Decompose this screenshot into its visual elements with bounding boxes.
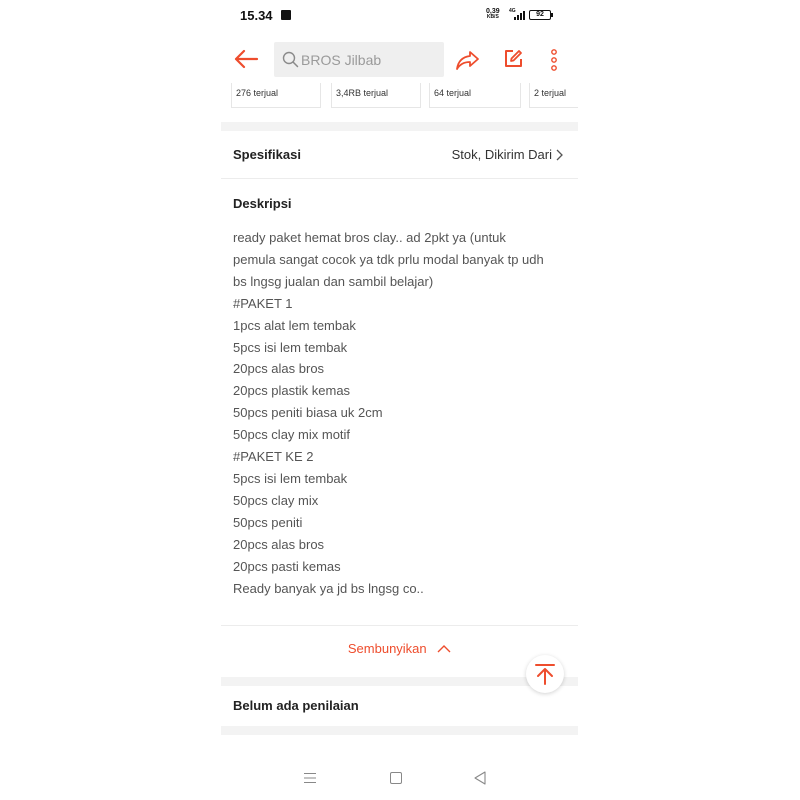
battery-icon bbox=[529, 10, 551, 20]
network-speed-unit: KB/S bbox=[486, 14, 499, 20]
arrow-left-icon[interactable] bbox=[233, 48, 259, 70]
hide-description-label: Sembunyikan bbox=[347, 641, 427, 656]
description-line: #PAKET KE 2 bbox=[233, 449, 314, 465]
home-square-icon[interactable] bbox=[390, 772, 402, 784]
description-line: pemula sangat cocok ya tdk prlu modal banyak tp udh bbox=[233, 251, 544, 267]
specification-value: Stok, Dikirim Dari bbox=[451, 147, 552, 162]
network-type: 4G bbox=[509, 8, 516, 14]
status-bar bbox=[221, 0, 578, 30]
description-line: #PAKET 1 bbox=[233, 295, 293, 311]
product-sold-count[interactable]: 3,4RB terjual bbox=[331, 83, 421, 108]
related-products-row bbox=[221, 83, 578, 109]
search-placeholder: BROS Jilbab bbox=[301, 52, 382, 68]
description-line: 5pcs isi lem tembak bbox=[233, 339, 348, 355]
description-line: ready paket hemat bros clay.. ad 2pkt ya (untuk bbox=[233, 230, 506, 245]
cutoff-section-title bbox=[233, 752, 453, 760]
section-divider bbox=[221, 677, 578, 686]
description-line: Ready banyak ya jd bs lngsg co.. bbox=[233, 580, 424, 596]
description-line: 1pcs alat lem tembak bbox=[233, 317, 356, 333]
back-triangle-icon[interactable] bbox=[474, 771, 486, 785]
description-body bbox=[233, 227, 568, 599]
description-line: 50pcs clay mix bbox=[233, 492, 319, 508]
top-bar bbox=[221, 40, 578, 80]
network-speed-value: 0,39 bbox=[486, 8, 500, 15]
description-line: 5pcs isi lem tembak bbox=[233, 470, 348, 486]
section-divider bbox=[221, 122, 578, 131]
scroll-to-top-button[interactable] bbox=[526, 655, 564, 693]
hide-description-button[interactable] bbox=[221, 640, 578, 664]
divider bbox=[221, 178, 578, 179]
divider bbox=[221, 625, 578, 626]
search-input[interactable] bbox=[274, 42, 444, 77]
menu-icon[interactable] bbox=[304, 772, 316, 784]
section-divider bbox=[221, 726, 578, 735]
product-sold-count[interactable]: 276 terjual bbox=[231, 83, 321, 108]
status-time: 15.34 bbox=[240, 8, 273, 23]
description-line: 20pcs alas bros bbox=[233, 536, 325, 552]
description-line: 50pcs peniti bbox=[233, 514, 303, 530]
description-line: 20pcs plastik kemas bbox=[233, 383, 351, 399]
description-line: bs lngsg jualan dan sambil belajar) bbox=[233, 273, 434, 289]
description-line: 20pcs pasti kemas bbox=[233, 558, 341, 574]
system-nav-bar bbox=[221, 762, 578, 800]
description-line: 50pcs clay mix motif bbox=[233, 427, 351, 443]
shopping-bag-icon bbox=[281, 10, 291, 20]
chevron-up-icon bbox=[437, 644, 451, 653]
specification-label: Spesifikasi bbox=[233, 147, 301, 162]
product-sold-count[interactable]: 64 terjual bbox=[429, 83, 521, 108]
product-sold-count[interactable]: 2 terjual bbox=[529, 83, 578, 108]
arrow-up-to-top-icon bbox=[535, 663, 555, 685]
search-icon bbox=[282, 51, 299, 68]
battery-level: 92 bbox=[536, 11, 544, 18]
more-vertical-icon[interactable] bbox=[550, 48, 558, 72]
description-line: 50pcs peniti biasa uk 2cm bbox=[233, 405, 383, 421]
description-title: Deskripsi bbox=[233, 196, 292, 211]
edit-icon[interactable] bbox=[503, 49, 523, 69]
share-icon[interactable] bbox=[455, 49, 481, 71]
phone-screen bbox=[221, 0, 578, 800]
chevron-right-icon bbox=[555, 149, 564, 161]
signal-icon bbox=[514, 11, 524, 20]
description-line: 20pcs alas bros bbox=[233, 361, 325, 377]
network-speed bbox=[486, 8, 500, 20]
review-label: Belum ada penilaian bbox=[233, 698, 359, 713]
